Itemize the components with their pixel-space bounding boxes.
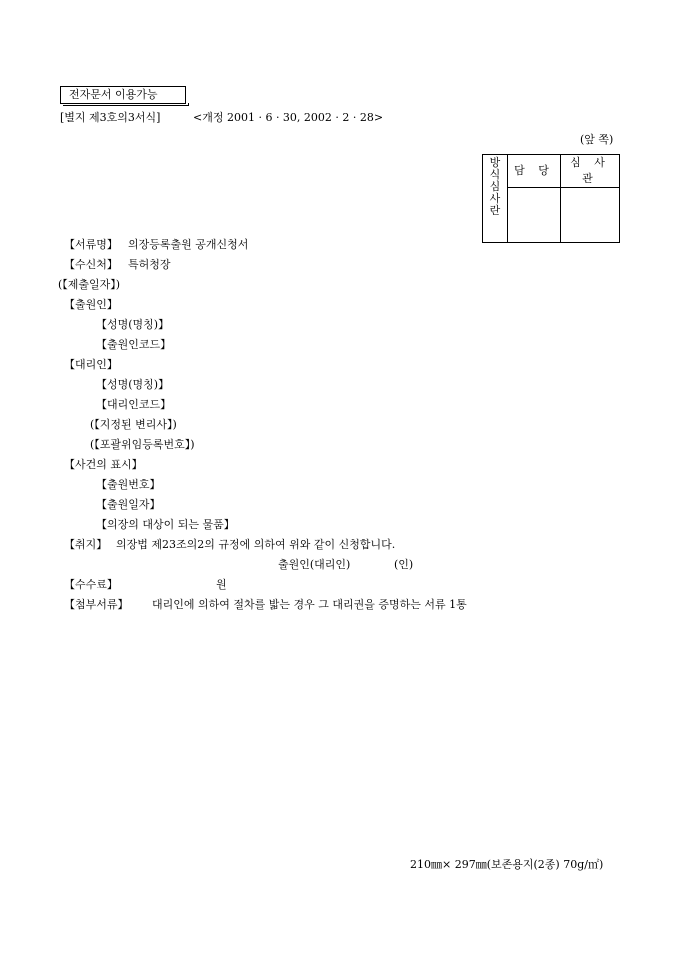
attachment-text: 대리인에 의하여 절차를 밟는 경우 그 대리권을 증명하는 서류 1통 [152, 598, 467, 611]
submit-date-field: (【제출일자】) [58, 278, 121, 291]
attachment-label: 【첨부서류】 [64, 598, 129, 611]
exam-label-char: 식 [489, 168, 501, 181]
comprehensive-power-field: (【포괄위임등록번호】) [90, 438, 195, 451]
exam-col-examiner: 심 사 관 [561, 155, 620, 188]
case-display-section: 【사건의 표시】 [64, 458, 143, 471]
design-article-field: 【의장의 대상이 되는 물품】 [96, 518, 235, 531]
exam-label-char: 사 [489, 192, 501, 205]
applicant-code-field: 【출원인코드】 [96, 338, 172, 351]
doc-name-value: 의장등록출원 공개신청서 [128, 238, 249, 251]
applicant-section: 【출원인】 [64, 298, 118, 311]
e-document-badge: 전자문서 이용가능 [60, 86, 186, 104]
recipient-value: 특허청장 [128, 258, 171, 271]
fee-unit: 원 [216, 578, 227, 591]
exam-col-in-charge: 담 당 [508, 155, 561, 188]
application-number-field: 【출원번호】 [96, 478, 161, 491]
signer-label: 출원인(대리인) [278, 558, 351, 571]
exam-vertical-label [483, 155, 508, 243]
agent-code-field: 【대리인코드】 [96, 398, 172, 411]
purpose-text: 의장법 제23조의2의 규정에 의하여 위와 같이 신청합니다. [116, 538, 396, 551]
exam-label-char: 란 [489, 204, 501, 217]
examination-box [482, 154, 620, 243]
paper-spec: 210㎜× 297㎜(보존용지(2종) 70g/㎡) [410, 858, 604, 871]
page-side-label: (앞 쪽) [580, 133, 614, 146]
exam-cell-examiner [561, 188, 620, 243]
agent-name-field: 【성명(명칭)】 [96, 378, 170, 391]
revision-note: <개정 2001 · 6 · 30, 2002 · 2 · 28> [193, 111, 384, 124]
fee-label: 【수수료】 [64, 578, 118, 591]
applicant-name-field: 【성명(명칭)】 [96, 318, 170, 331]
recipient-label: 【수신처】 [64, 258, 118, 271]
purpose-label: 【취지】 [64, 538, 108, 551]
seal-mark: (인) [394, 558, 414, 571]
exam-label-char: 심 [489, 180, 501, 193]
form-reference: [별지 제3호의3서식] [60, 111, 161, 124]
doc-name-label: 【서류명】 [64, 238, 118, 251]
designated-attorney-field: (【지정된 변리사】) [90, 418, 177, 431]
exam-cell-in-charge [508, 188, 561, 243]
agent-section: 【대리인】 [64, 358, 118, 371]
application-date-field: 【출원일자】 [96, 498, 161, 511]
exam-label-char: 방 [489, 156, 501, 169]
